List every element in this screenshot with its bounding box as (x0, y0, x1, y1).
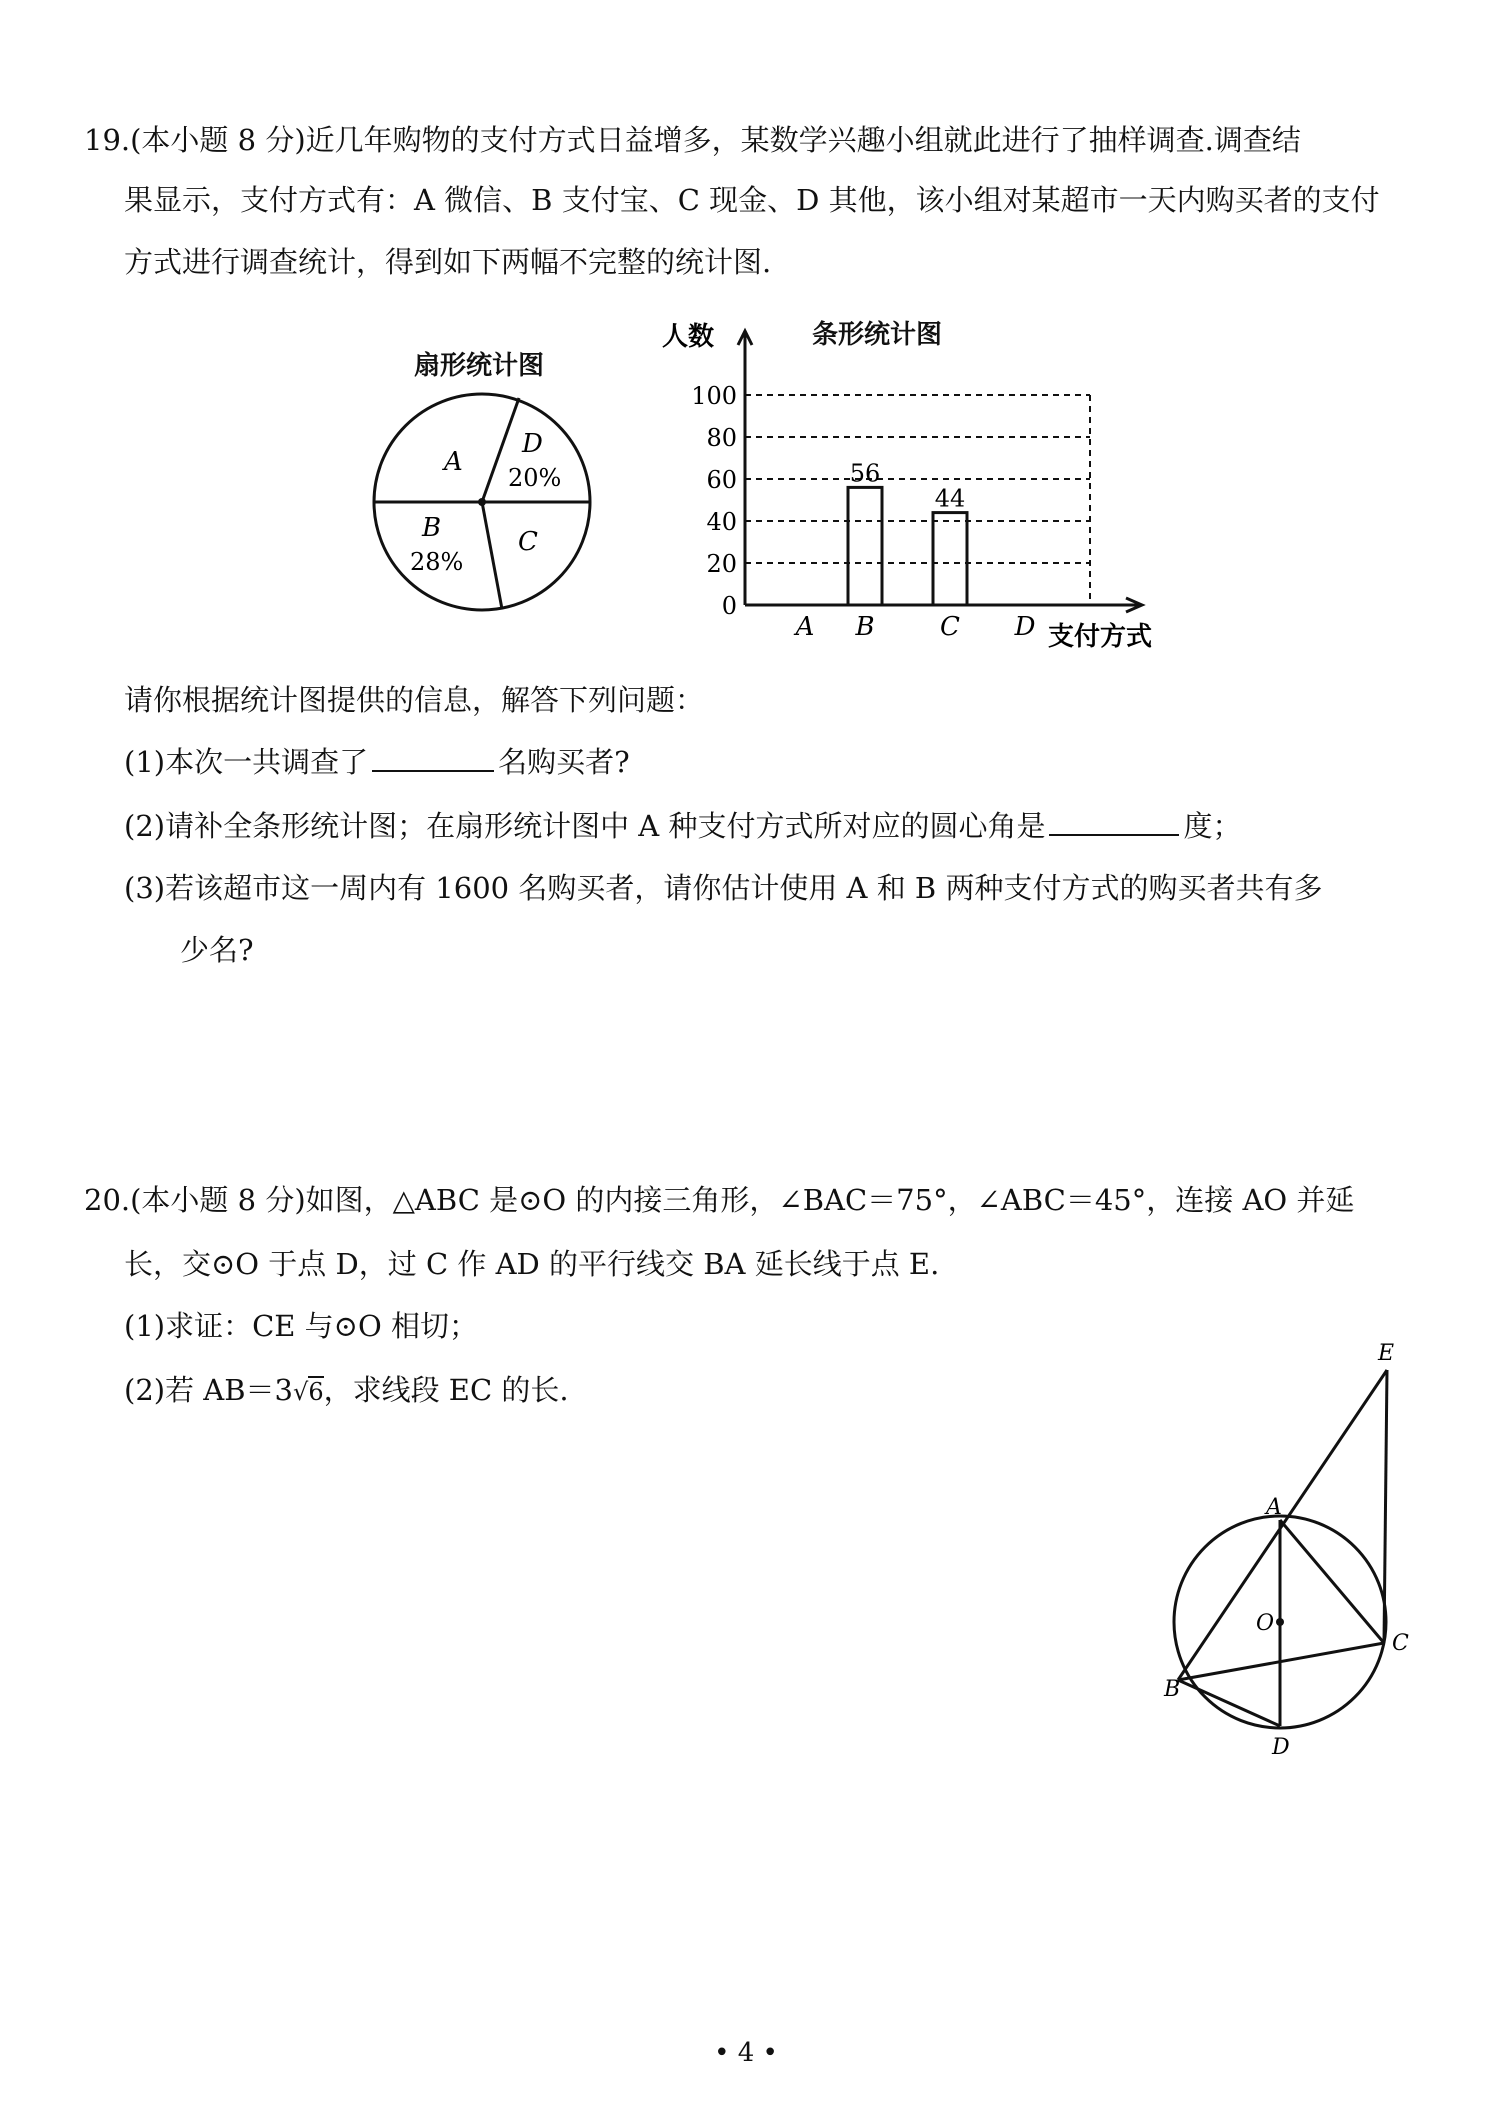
pie-label-a: A (444, 447, 463, 477)
q19-part-1 (124, 742, 1454, 782)
pie-divider-cb (482, 502, 502, 609)
q20-part-2-text-b: ，求线段 EC 的长. (323, 1373, 569, 1407)
q19-part-2 (124, 806, 1454, 846)
point-label-c: C (1392, 1631, 1409, 1656)
x-tick-label-D: D (1014, 612, 1036, 642)
y-tick-label-100: 100 (691, 382, 737, 410)
q20-line-1: 20.(本小题 8 分)如图，△ABC 是⊙O 的内接三角形，∠BAC＝75°，∠ABC＝45°，连接 AO 并延 (84, 1183, 1355, 1217)
sqrt-symbol: √ (293, 1378, 309, 1406)
pie-percent-b: 28% (410, 548, 464, 576)
q19-line-3: 方式进行调查统计，得到如下两幅不完整的统计图. (124, 245, 772, 279)
pie-percent-d: 20% (508, 464, 562, 492)
q19-line-1: 19.(本小题 8 分)近几年购物的支付方式日益增多，某数学兴趣小组就此进行了抽样调查.调查结 (84, 123, 1301, 157)
x-axis-label: 支付方式 (1048, 622, 1153, 652)
bar-chart-title: 条形统计图 (812, 320, 943, 350)
x-tick-label-A: A (795, 612, 815, 642)
q19-part-1-text-a: (1)本次一共调查了 (124, 745, 369, 779)
bar-B (848, 487, 882, 605)
point-label-a: A (1266, 1495, 1282, 1520)
y-tick-label-0: 0 (721, 592, 737, 620)
x-tick-label-C: C (940, 612, 960, 642)
y-tick-label-60: 60 (706, 466, 737, 494)
q19-line-2: 果显示，支付方式有：A 微信、B 支付宝、C 现金、D 其他，该小组对某超市一天内购买者的支付 (124, 183, 1380, 217)
line-bd (1178, 1680, 1280, 1726)
point-label-d: D (1272, 1735, 1290, 1760)
pie-label-b: B (422, 513, 442, 543)
y-tick-label-80: 80 (706, 424, 737, 452)
pie-chart (360, 380, 610, 620)
y-tick-label-20: 20 (706, 550, 737, 578)
point-label-e: E (1378, 1341, 1395, 1366)
q19-part-2-text-b: 度； (1183, 809, 1242, 843)
x-tick-label-B: B (855, 612, 875, 642)
geometry-figure (1150, 1320, 1450, 1790)
bar-value-label-B: 56 (849, 459, 881, 488)
q20-part-1: (1)求证：CE 与⊙O 相切； (124, 1309, 478, 1343)
pie-label-d: D (522, 429, 543, 459)
bar-C (933, 513, 967, 605)
q19-part-2-text-a: (2)请补全条形统计图；在扇形统计图中 A 种支付方式所对应的圆心角是 (124, 809, 1046, 843)
point-label-o: O (1256, 1611, 1275, 1636)
bar-chart (650, 315, 1190, 660)
page-number: • 4 • (714, 2038, 778, 2068)
q19-part-1-text-b: 名购买者? (498, 745, 630, 779)
q20-line-2: 长，交⊙O 于点 D，过 C 作 AD 的平行线交 BA 延长线于点 E. (124, 1247, 940, 1281)
q19-part-3-line-2: 少名? (180, 933, 254, 967)
pie-label-c: C (518, 527, 538, 557)
y-axis-label: 人数 (662, 322, 715, 352)
answer-blank-2[interactable] (1049, 808, 1179, 836)
y-tick-label-40: 40 (706, 508, 737, 536)
pie-chart-title: 扇形统计图 (414, 351, 545, 381)
q19-prompt: 请你根据统计图提供的信息，解答下列问题： (124, 683, 705, 717)
bar-value-label-C: 44 (934, 484, 966, 513)
line-ac (1280, 1520, 1384, 1643)
q20-part-2-text-a: (2)若 AB＝3 (124, 1373, 294, 1407)
point-label-b: B (1164, 1677, 1181, 1702)
line-ec (1384, 1370, 1387, 1643)
sqrt-radicand: 6 (308, 1378, 324, 1406)
q19-part-3-line-1: (3)若该超市这一周内有 1600 名购买者，请你估计使用 A 和 B 两种支付方式的购买者共有多 (124, 871, 1323, 905)
answer-blank-1[interactable] (372, 744, 494, 772)
